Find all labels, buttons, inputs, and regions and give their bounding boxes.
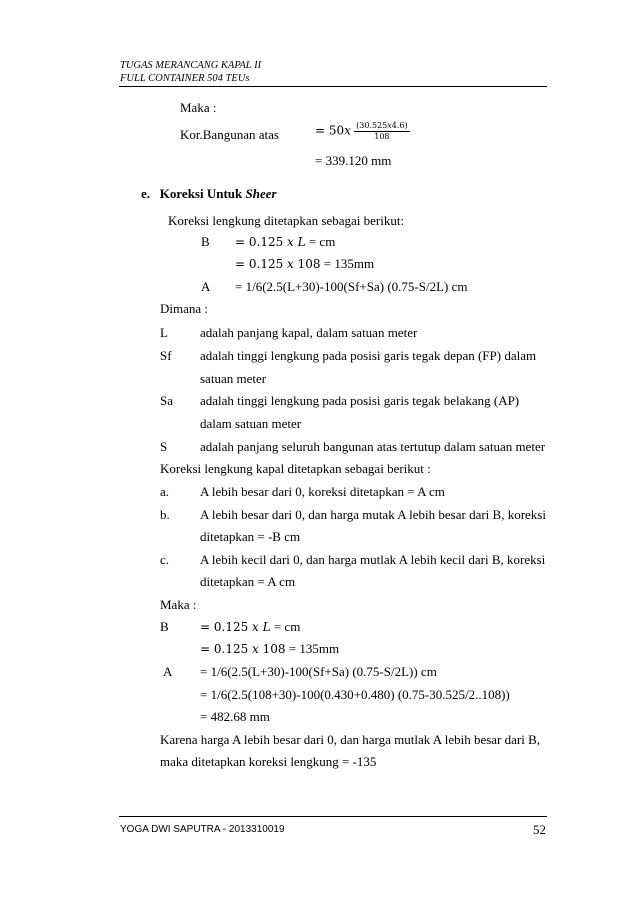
conclusion-line-2: maka ditetapkan koreksi lengkung = -135 — [160, 754, 377, 769]
b2-b-line1: = 0.125 𝑥 𝐿 = cm — [200, 619, 301, 634]
b2-b-label: B — [160, 619, 169, 634]
rule-text-cont: ditetapkan = A cm — [200, 574, 296, 589]
section-letter: e. — [141, 186, 151, 201]
b2-a-line1: = 1/6(2.5(L+30)-100(Sf+Sa) (0.75-S/2L)) cm — [200, 664, 437, 679]
section-title-italic: Sheer — [245, 186, 277, 201]
kor-frac-numerator: (30.525𝑥4.6) — [356, 121, 408, 130]
dimana-label: Dimana : — [160, 301, 209, 316]
header-rule — [119, 86, 547, 87]
page-number: 52 — [533, 822, 546, 837]
footer-rule — [119, 816, 547, 817]
rule-letter: b. — [160, 507, 170, 522]
rule-text-cont: ditetapkan = -B cm — [200, 529, 301, 544]
b2-a-line2: = 1/6(2.5(108+30)-100(0.430+0.480) (0.75-30.525/2..108)) — [200, 687, 510, 702]
b2-a-line3: = 482.68 mm — [200, 709, 270, 724]
b1-a-line: = 1/6(2.5(L+30)-100(Sf+Sa) (0.75-S/2L) cm — [235, 279, 468, 294]
rule-letter: c. — [160, 552, 170, 567]
def-term: Sf — [160, 348, 172, 363]
def-text: adalah tinggi lengkung pada posisi garis tegak belakang (AP) — [200, 393, 520, 408]
rule-text: A lebih besar dari 0, dan harga mutak A lebih besar dari B, koreksi — [200, 507, 546, 522]
kor-formula-prefix: = 50𝑥 — [315, 123, 351, 138]
kor-frac-denominator: 108 — [374, 132, 390, 141]
b2-b-line2: = 0.125 𝑥 108 = 135mm — [200, 641, 340, 656]
section-heading — [141, 186, 277, 202]
rule-letter: a. — [160, 484, 170, 499]
rule-text: A lebih kecil dari 0, dan harga mutlak A lebih kecil dari B, koreksi — [200, 552, 546, 567]
def-term: L — [160, 325, 168, 340]
def-text-cont: satuan meter — [200, 371, 267, 386]
kor-formula — [315, 121, 410, 142]
maka-top: Maka : — [180, 100, 217, 115]
footer-author: YOGA DWI SAPUTRA - 2013310019 — [120, 824, 285, 835]
page-header — [120, 59, 261, 85]
b1-b-line2: = 0.125 𝑥 108 = 135mm — [235, 256, 375, 271]
section-title: Koreksi Untuk — [159, 186, 246, 201]
kor-result: = 339.120 mm — [315, 153, 392, 168]
b1-a-label: A — [201, 279, 211, 294]
b1-b-label: B — [201, 234, 210, 249]
rule-intro: Koreksi lengkung kapal ditetapkan sebagai berikut : — [160, 461, 431, 476]
def-text: adalah tinggi lengkung pada posisi garis tegak depan (FP) dalam — [200, 348, 537, 363]
def-term: Sa — [160, 393, 173, 408]
header-line-2: FULL CONTAINER 504 TEUs — [120, 73, 250, 84]
def-text: adalah panjang seluruh bangunan atas tertutup dalam satuan meter — [200, 439, 546, 454]
conclusion-line-1: Karena harga A lebih besar dari 0, dan harga mutlak A lebih besar dari B, — [160, 732, 541, 747]
def-text-cont: dalam satuan meter — [200, 416, 302, 431]
maka-second: Maka : — [160, 597, 197, 612]
header-line-1: TUGAS MERANCANG KAPAL II — [120, 60, 262, 71]
kor-label: Kor.Bangunan atas — [180, 127, 279, 142]
b1-b-line1: = 0.125 𝑥 𝐿 = cm — [235, 234, 336, 249]
def-term: S — [160, 439, 168, 454]
intro-text: Koreksi lengkung ditetapkan sebagai berikut: — [168, 213, 405, 228]
rule-text: A lebih besar dari 0, koreksi ditetapkan = A cm — [200, 484, 445, 499]
def-text: adalah panjang kapal, dalam satuan meter — [200, 325, 418, 340]
b2-a-label: A — [163, 664, 173, 679]
kor-fraction — [354, 121, 409, 142]
